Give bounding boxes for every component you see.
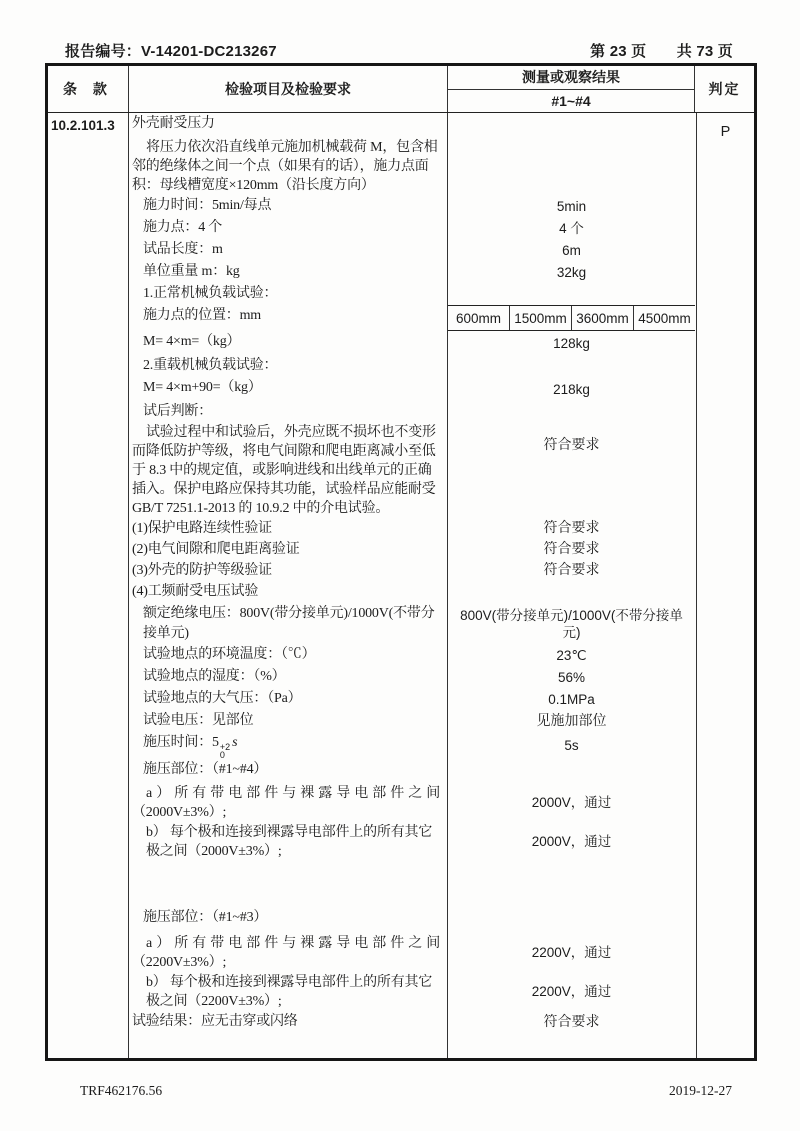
result-cell: 符合要求 [543, 542, 600, 557]
table-line [129, 195, 696, 217]
result-cell: 符合要求 [543, 563, 600, 578]
table-line [129, 822, 696, 861]
item-text: 单位重量 m：kg [129, 261, 448, 283]
table-line [129, 710, 696, 732]
item-text: (2)电气间隙和爬电距离验证 [129, 539, 448, 560]
table-header-row [48, 66, 754, 113]
table-line [129, 422, 696, 518]
table-line [129, 732, 696, 759]
table-line [129, 560, 696, 581]
table-line [129, 666, 696, 688]
table-line [129, 305, 696, 331]
document-header [45, 40, 757, 61]
table-body [48, 113, 754, 1058]
item-text: 将压力依次沿直线单元施加机械载荷 M，包含相邻的绝缘体之间一个点（如果有的话），施力点面积：母线槽宽度×120mm（沿长度方向） [129, 137, 448, 195]
table-line [129, 283, 696, 305]
result-cell [448, 113, 695, 137]
table-line [129, 933, 696, 972]
result-cell: 2200V，通过 [531, 945, 612, 960]
result-cell [448, 1033, 695, 1058]
item-text: 试验地点的环境温度：（℃） [129, 644, 448, 666]
result-cell: 218kg [553, 381, 590, 397]
result-cell: 2000V，通过 [531, 834, 612, 849]
table-line [129, 239, 696, 261]
result-cell: 见施加部位 [536, 713, 607, 729]
result-cell [448, 401, 695, 422]
result-cell [448, 305, 695, 331]
table-line [129, 759, 696, 783]
table-line [129, 783, 696, 822]
table-line [129, 1011, 696, 1033]
item-text: 试品长度：m [129, 239, 448, 261]
result-cell: 符合要求 [543, 1014, 600, 1030]
result-cell: 4 个 [559, 220, 584, 236]
filler-row [129, 1033, 696, 1058]
position-cell: 1500mm [509, 306, 571, 330]
item-text: 试验结果：应无击穿或闪络 [129, 1011, 448, 1033]
table-line [129, 603, 696, 644]
table-line [129, 644, 696, 666]
inspection-table [45, 63, 757, 1061]
item-text: b） 每个极和连接到裸露导电部件上的所有其它 极之间（2000V±3%）; [129, 822, 448, 861]
item-text: 2.重载机械负载试验： [129, 355, 448, 377]
table-line [129, 581, 696, 603]
item-text: (4)工频耐受电压试验 [129, 581, 448, 603]
table-line [129, 688, 696, 710]
item-text: 施力点：4 个 [129, 217, 448, 239]
position-subtable [448, 305, 695, 331]
result-cell: 56% [557, 669, 586, 685]
tolerance-notation: +2 0 [219, 742, 231, 760]
item-text: M= 4×m=（kg） [129, 331, 448, 355]
table-line [129, 377, 696, 401]
header-result [448, 66, 695, 112]
item-text: 施压部位：（#1~#3） [129, 907, 448, 933]
footer-trf-code: TRF462176.56 [80, 1083, 163, 1098]
position-cell: 600mm [455, 310, 501, 326]
result-cell: 5min [556, 198, 587, 214]
result-cell: 0.1MPa [548, 691, 595, 707]
table-line [129, 137, 696, 195]
position-cell: 3600mm [571, 306, 633, 330]
item-text: 施压时间：5 +2 0 s [129, 732, 448, 759]
table-line [129, 217, 696, 239]
table-line [129, 518, 696, 539]
table-line [129, 907, 696, 933]
item-text: 施压部位：（#1~#4） [129, 759, 448, 783]
table-line [129, 113, 696, 137]
item-text: a）所有带电部件与裸露导电部件之间 （2200V±3%）; [129, 933, 448, 972]
item-text: 施力时间：5min/每点 [129, 195, 448, 217]
item-text: b） 每个极和连接到裸露导电部件上的所有其它 极之间（2200V±3%）; [129, 972, 448, 1011]
result-cell: 23℃ [556, 647, 587, 663]
page-indicator: 第 23 页 共 73 页 [590, 43, 733, 60]
spacer-row [129, 861, 696, 907]
item-text: 试验过程中和试验后，外壳应既不损坏也不变形而降低防护等级，将电气间隙和爬电距离减小至低于 8.3 中的规定值，或影响进线和出线单元的正确插入。保护电路应保持其功能，试验样品应能耐受 GB/T 7251.1-2013 的 10.9.2 中的介电试验。 [129, 422, 448, 518]
result-cell [448, 581, 695, 603]
result-cell [448, 283, 695, 305]
header-item: 检验项目及检验要求 [129, 66, 448, 112]
item-text: 额定绝缘电压：800V(带分接单元)/1000V(不带分接单元) [129, 603, 448, 644]
footer-date: 2019-12-27 [669, 1083, 732, 1098]
item-text: 试验地点的湿度：（%） [129, 666, 448, 688]
header-result-samples: #1~#4 [551, 92, 591, 109]
table-line [129, 355, 696, 377]
result-cell: 128kg [553, 335, 590, 351]
position-cell: 4500mm [633, 306, 695, 330]
table-line [129, 261, 696, 283]
result-cell: 符合要求 [543, 521, 600, 536]
result-cell: 32kg [556, 264, 587, 280]
result-cell [448, 137, 695, 195]
result-cell: 5s [564, 738, 579, 753]
item-text: 试验电压：见部位 [129, 710, 448, 732]
item-text [129, 861, 448, 907]
item-text: a）所有带电部件与裸露导电部件之间 （2000V±3%）; [129, 783, 448, 822]
document-footer [45, 1083, 757, 1099]
result-cell: 6m [562, 242, 581, 258]
item-text [129, 1033, 448, 1058]
clause-number: 10.2.101.3 [48, 113, 129, 1058]
item-text: M= 4×m+90=（kg） [129, 377, 448, 401]
result-cell: 800V(带分接单元)/1000V(不带分接单元) [460, 607, 683, 640]
report-number: 报告编号：V-14201-DC213267 [65, 43, 277, 60]
item-text: 外壳耐受压力 [129, 113, 448, 137]
result-cell [448, 861, 695, 907]
result-cell: 2000V，通过 [531, 795, 612, 810]
item-text: 施力点的位置：mm [129, 305, 448, 331]
table-line [129, 401, 696, 422]
item-text: (1)保护电路连续性验证 [129, 518, 448, 539]
item-text: (3)外壳的防护等级验证 [129, 560, 448, 581]
result-cell: 2200V，通过 [531, 984, 612, 999]
table-line [129, 539, 696, 560]
table-line [129, 972, 696, 1011]
item-text: 1.正常机械负载试验： [129, 283, 448, 305]
result-cell [448, 759, 695, 783]
item-text: 试验地点的大气压：（Pa） [129, 688, 448, 710]
rows-container [129, 113, 696, 1058]
header-result-group: 测量或观察结果 [448, 66, 694, 90]
result-cell [448, 907, 695, 933]
header-clause: 条 款 [48, 66, 129, 112]
table-line [129, 331, 696, 355]
item-text: 试后判断： [129, 401, 448, 422]
result-cell: 符合要求 [543, 438, 600, 453]
verdict-value: P [696, 113, 754, 1058]
result-cell [448, 355, 695, 377]
header-verdict: 判定 [708, 81, 741, 97]
